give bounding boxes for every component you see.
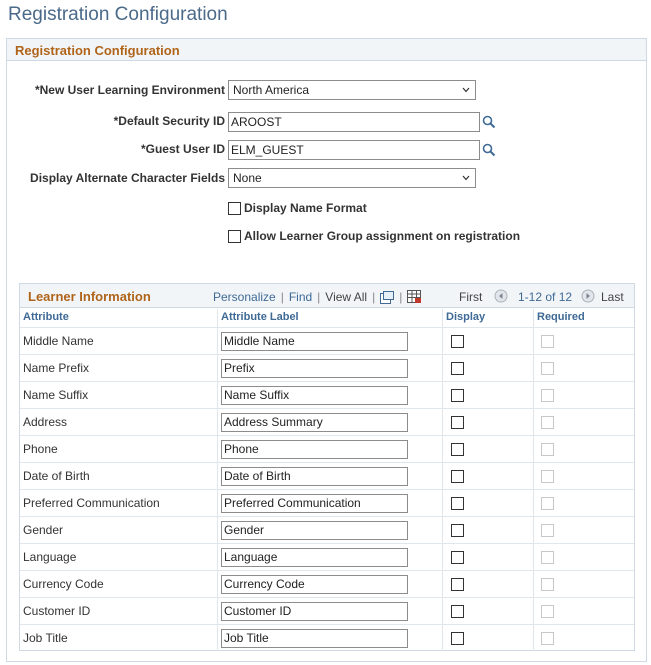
alt-char-select[interactable]: [228, 168, 476, 188]
table-row: [20, 354, 634, 381]
allow-learner-group-checkbox[interactable]: [228, 230, 241, 243]
attribute-cell: Address: [23, 415, 68, 429]
table-row: [20, 489, 634, 516]
required-checkbox: [541, 362, 554, 375]
display-checkbox[interactable]: [451, 416, 464, 429]
alt-char-value: None: [233, 171, 262, 185]
alt-char-label: Display Alternate Character Fields: [30, 171, 225, 185]
attribute-cell: Date of Birth: [23, 469, 90, 483]
display-checkbox[interactable]: [451, 524, 464, 537]
table-row: [20, 597, 634, 624]
page-title: Registration Configuration: [8, 4, 228, 25]
grid-rows: [20, 327, 634, 651]
attribute-label-input[interactable]: Date of Birth: [221, 467, 408, 486]
attribute-label-input[interactable]: Name Suffix: [221, 386, 408, 405]
attribute-label-input[interactable]: Prefix: [221, 359, 408, 378]
grid-links: [213, 290, 422, 304]
learning-env-label: *New User Learning Environment: [34, 83, 225, 97]
grid-title: Learner Information: [28, 289, 151, 304]
display-checkbox[interactable]: [451, 470, 464, 483]
table-row: [20, 570, 634, 597]
attribute-cell: Job Title: [23, 631, 68, 645]
separator: |: [399, 290, 403, 304]
display-checkbox[interactable]: [451, 362, 464, 375]
column-header-display[interactable]: Display: [446, 311, 486, 323]
guest-user-input[interactable]: ELM_GUEST: [228, 140, 480, 160]
required-checkbox: [541, 551, 554, 564]
chevron-down-icon: [462, 174, 470, 182]
group-title: Registration Configuration: [7, 39, 646, 61]
attribute-label-input[interactable]: Job Title: [221, 629, 408, 648]
table-row: [20, 624, 634, 651]
attribute-cell: Gender: [23, 523, 64, 537]
security-id-label: *Default Security ID: [113, 114, 225, 128]
attribute-cell: Name Prefix: [23, 361, 90, 375]
required-checkbox: [541, 524, 554, 537]
required-checkbox: [541, 605, 554, 618]
display-name-format-label: Display Name Format: [244, 201, 367, 215]
display-checkbox[interactable]: [451, 497, 464, 510]
display-checkbox[interactable]: [451, 632, 464, 645]
table-row: [20, 381, 634, 408]
display-checkbox[interactable]: [451, 335, 464, 348]
required-checkbox: [541, 416, 554, 429]
learning-env-select[interactable]: [228, 80, 476, 100]
guest-user-label: *Guest User ID: [140, 142, 225, 156]
separator: |: [372, 290, 376, 304]
security-id-input[interactable]: AROOST: [228, 112, 480, 132]
grid-navigation-bar: [20, 284, 634, 308]
table-row: [20, 543, 634, 570]
first-label[interactable]: First: [459, 290, 483, 304]
display-checkbox[interactable]: [451, 389, 464, 402]
attribute-label-input[interactable]: Gender: [221, 521, 408, 540]
allow-learner-group-row[interactable]: [228, 229, 520, 243]
chevron-down-icon: [462, 86, 470, 94]
row-range-label: 1-12 of 12: [518, 290, 573, 304]
display-name-format-checkbox[interactable]: [228, 202, 241, 215]
last-label[interactable]: Last: [601, 290, 624, 304]
magnifier-icon[interactable]: [482, 143, 496, 157]
attribute-cell: Phone: [23, 442, 58, 456]
find-link[interactable]: Find: [288, 290, 313, 304]
display-checkbox[interactable]: [451, 443, 464, 456]
attribute-cell: Customer ID: [23, 604, 91, 618]
display-checkbox[interactable]: [451, 578, 464, 591]
learning-env-value: North America: [233, 83, 310, 97]
attribute-label-input[interactable]: Phone: [221, 440, 408, 459]
required-checkbox: [541, 335, 554, 348]
required-checkbox: [541, 578, 554, 591]
attribute-label-input[interactable]: Middle Name: [221, 332, 408, 351]
display-checkbox[interactable]: [451, 605, 464, 618]
required-checkbox: [541, 470, 554, 483]
learner-information-grid: [19, 283, 635, 651]
attribute-label-input[interactable]: Preferred Communication: [221, 494, 408, 513]
magnifier-icon[interactable]: [482, 115, 496, 129]
arrow-left-circle-icon[interactable]: [494, 289, 508, 303]
required-checkbox: [541, 389, 554, 402]
column-header-required[interactable]: Required: [537, 311, 585, 323]
separator: |: [317, 290, 321, 304]
table-row: [20, 462, 634, 489]
new-window-icon[interactable]: [380, 291, 394, 304]
view-all-link[interactable]: View All: [325, 290, 368, 304]
personalize-link[interactable]: Personalize: [213, 290, 276, 304]
attribute-label-input[interactable]: Address Summary: [221, 413, 408, 432]
column-header-attribute[interactable]: Attribute: [23, 311, 69, 323]
display-name-format-row[interactable]: [228, 201, 367, 215]
column-header-label[interactable]: Attribute Label: [221, 311, 299, 323]
attribute-label-input[interactable]: Customer ID: [221, 602, 408, 621]
table-row: [20, 516, 634, 543]
attribute-cell: Preferred Communication: [23, 496, 160, 510]
display-checkbox[interactable]: [451, 551, 464, 564]
allow-learner-group-label: Allow Learner Group assignment on registration: [244, 229, 521, 243]
attribute-cell: Currency Code: [23, 577, 104, 591]
attribute-cell: Language: [23, 550, 77, 564]
required-checkbox: [541, 632, 554, 645]
attribute-cell: Middle Name: [23, 334, 94, 348]
attribute-label-input[interactable]: Currency Code: [221, 575, 408, 594]
table-row: [20, 435, 634, 462]
table-row: [20, 408, 634, 435]
attribute-cell: Name Suffix: [23, 388, 89, 402]
separator: |: [280, 290, 284, 304]
attribute-label-input[interactable]: Language: [221, 548, 408, 567]
spreadsheet-icon[interactable]: [407, 290, 422, 304]
arrow-right-circle-icon[interactable]: [581, 289, 595, 303]
required-checkbox: [541, 443, 554, 456]
table-row: [20, 327, 634, 354]
required-checkbox: [541, 497, 554, 510]
